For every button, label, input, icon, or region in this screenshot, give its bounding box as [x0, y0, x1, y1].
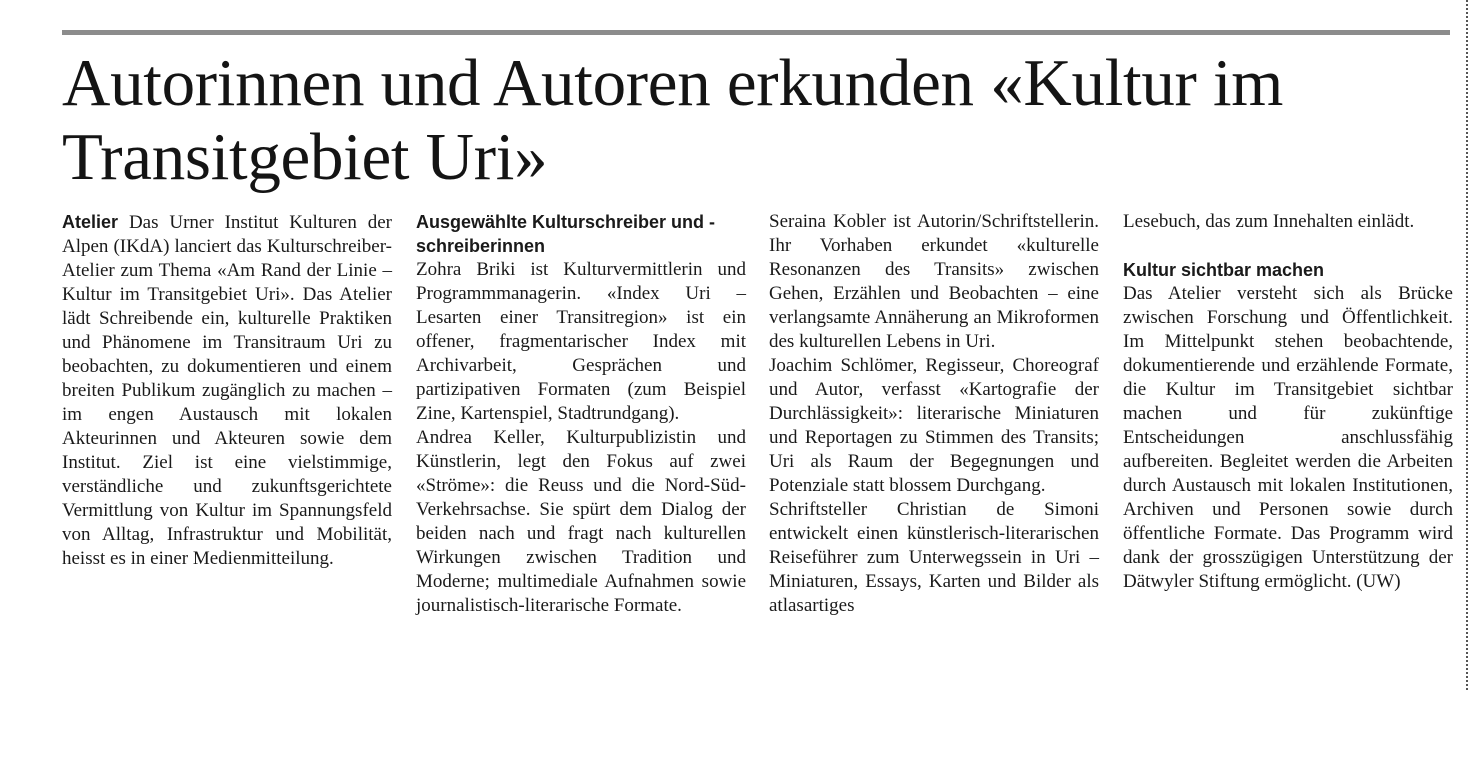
- paragraph-de-simoni-continued: Lesebuch, das zum Innehalten einlädt.: [1123, 211, 1415, 232]
- paragraph-kobler: Seraina Kobler ist Autorin/Schriftstellerin. Ihr Vorhaben erkundet «kulturelle Resonanzen des Transits» zwischen Gehen, Erzählen und Beobachten – eine verlangsamte Annäherung an Mikroformen des kulturellen Lebens in Uri.: [769, 211, 1099, 352]
- section-heading-visibility: Kultur sichtbar machen: [1123, 260, 1325, 280]
- paragraph-de-simoni: Schriftsteller Christian de Simoni entwickelt einen künstlerisch-literarischen Reiseführer zum Unterwegssein in Uri – Miniaturen, Essays, Karten und Bilder als atlasartiges: [769, 499, 1099, 616]
- article-headline: Autorinnen und Autoren erkunden «Kultur im Transitgebiet Uri»: [62, 46, 1284, 194]
- page-edge-cut-line: [1466, 0, 1468, 690]
- dateline: Atelier: [62, 212, 119, 232]
- section-gap: [1123, 234, 1453, 258]
- top-rule: [62, 30, 1450, 35]
- article-body: [62, 210, 1452, 700]
- column-4: [1123, 210, 1453, 594]
- paragraph-briki: Zohra Briki ist Kulturvermittlerin und Programmmanagerin. «Index Uri – Lesarten einer Transitregion» ist ein offener, fragmentarischer Index mit Archivarbeit, Gesprächen und partizipativen Formaten (zum Beispiel Zine, Kartenspiel, Stadtrundgang).: [416, 259, 746, 424]
- section-heading-writers: Ausgewählte Kulturschreiber und -schreiberinnen: [416, 212, 716, 256]
- paragraph-visibility: Das Atelier versteht sich als Brücke zwischen Forschung und Öffentlichkeit. Im Mittelpunkt stehen beobachtende, dokumentierende und erzählende Formate, die Kultur im Transitgebiet sichtbar machen und für zukünftige Entscheidungen anschlussfähig aufbereiten. Begleitet werden die Arbeiten durch Austausch mit lokalen Institutionen, Archiven und Personen sowie durch öffentliche Formate. Das Programm wird dank der grosszügigen Unterstützung der Dätwyler Stiftung ermöglicht. (UW): [1123, 283, 1453, 592]
- intro-paragraph: [62, 210, 392, 571]
- column-1: [62, 210, 392, 571]
- paragraph-keller: Andrea Keller, Kulturpublizistin und Künstlerin, legt den Fokus auf zwei «Ströme»: die Reuss und die Nord-Süd-Verkehrsachse. Sie spürt dem Dialog der beiden nach und fragt nach kulturellen Wirkungen zwischen Tradition und Moderne; multimediale Aufnahmen sowie journalistisch-literarische Formate.: [416, 427, 746, 616]
- paragraph-schloemer: Joachim Schlömer, Regisseur, Choreograf und Autor, verfasst «Kartografie der Durchlässigkeit»: literarische Miniaturen und Reportagen zu Stimmen des Transits; Uri als Raum der Begegnungen und Potenziale statt blossem Durchgang.: [769, 355, 1099, 496]
- column-3: [769, 210, 1099, 618]
- intro-text: Das Urner Institut Kulturen der Alpen (IKdA) lanciert das Kulturschreiber-Atelier zum Thema «Am Rand der Linie – Kultur im Transitgebiet Uri». Das Atelier lädt Schreibende ein, kulturelle Praktiken und Phänomene im Transitraum Uri zu beobachten, zu dokumentieren und einem breiten Publikum zugänglich zu machen – im engen Austausch mit lokalen Akteurinnen und Akteuren sowie dem Institut. Ziel ist eine vielstimmige, verständliche und zukunftsgerichtete Vermittlung von Kultur im Spannungsfeld von Alltag, Infrastruktur und Mobilität, heisst es in einer Medienmitteilung.: [62, 212, 393, 569]
- column-2: [416, 210, 746, 618]
